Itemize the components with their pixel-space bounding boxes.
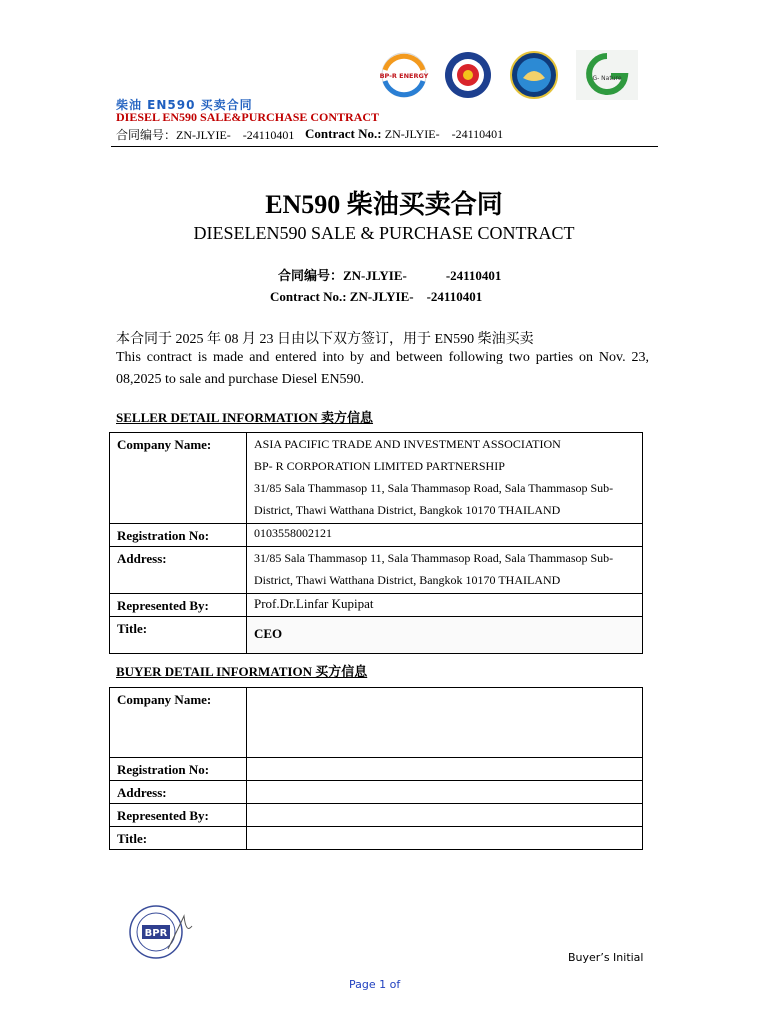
table-row — [110, 804, 643, 827]
table-row — [110, 758, 643, 781]
seller-company-line1: ASIA PACIFIC TRADE AND INVESTMENT ASSOCIATION — [254, 437, 561, 451]
buyer-registration-value[interactable] — [247, 758, 643, 781]
bpr-energy-logo — [379, 50, 429, 100]
buyer-address-value[interactable] — [247, 781, 643, 804]
buyer-title-label: Title: — [110, 827, 247, 850]
seller-address-label: Address: — [110, 547, 247, 594]
document-title-en: DIESELEN590 SALE & PURCHASE CONTRACT — [193, 223, 575, 243]
g-nature-logo — [576, 50, 638, 100]
company-seal — [126, 904, 196, 960]
buyer-table — [109, 687, 643, 850]
seller-table — [109, 432, 643, 654]
seller-title-label: Title: — [110, 617, 247, 654]
asean-logo — [509, 50, 559, 100]
buyer-initial-label: Buyer’s Initial — [568, 951, 644, 964]
seller-registration-value: 0103558002121 — [247, 524, 643, 547]
svg-text:G- Nature: G- Nature — [592, 75, 622, 82]
table-row — [110, 524, 643, 547]
svg-text:BP-R ENERGY: BP-R ENERGY — [379, 72, 429, 80]
intro-cn: 本合同于 2025 年 08 月 23 日由以下双方签订，用于 EN590 柴油买卖 — [116, 332, 534, 347]
seller-heading: SELLER DETAIL INFORMATION 卖方信息 — [116, 410, 374, 425]
table-row — [110, 827, 643, 850]
seller-company-value — [247, 433, 643, 524]
buyer-title-value[interactable] — [247, 827, 643, 850]
svg-text:BPR: BPR — [144, 928, 168, 939]
header-contract-no-label: Contract No.: — [305, 126, 382, 141]
seller-represented-value: Prof.Dr.Linfar Kupipat — [247, 594, 643, 617]
table-row — [110, 594, 643, 617]
document-title-cn: EN590 柴油买卖合同 — [265, 190, 503, 219]
table-row — [110, 688, 643, 758]
seller-company-line3: 31/85 Sala Thammasop 11, Sala Thammasop Road, Sala Thammasop Sub-District, Thawi Watthana District, Bangkok 10170 THAILAND — [254, 481, 614, 517]
seller-represented-label: Represented By: — [110, 594, 247, 617]
contract-no-en: Contract No.: ZN-JLYIE- -24110401 — [270, 289, 483, 304]
buyer-represented-value[interactable] — [247, 804, 643, 827]
seller-address-value: 31/85 Sala Thammasop 11, Sala Thammasop Road, Sala Thammasop Sub-District, Thawi Watthana District, Bangkok 10170 THAILAND — [247, 547, 643, 594]
seller-company-line2: BP- R CORPORATION LIMITED PARTNERSHIP — [254, 459, 505, 473]
header-contract-no-cn: 合同编号：ZN-JLYIE- -24110401 — [116, 128, 295, 142]
intro-en: This contract is made and entered into by and between following two parties on Nov. 23, 08,2025 to sale and purchase Diesel EN590. — [116, 350, 649, 387]
table-row — [110, 547, 643, 594]
header-title-en: DIESEL EN590 SALE&PURCHASE CONTRACT — [116, 110, 380, 124]
header-contract-no-value: ZN-JLYIE- -24110401 — [384, 127, 504, 141]
header-contract-no-en — [305, 125, 503, 142]
table-row — [110, 781, 643, 804]
contract-no-cn: 合同编号：ZN-JLYIE- -24110401 — [278, 268, 502, 283]
page-number: Page 1 of — [349, 978, 401, 991]
seller-title-value: CEO — [247, 617, 643, 654]
buyer-registration-label: Registration No: — [110, 758, 247, 781]
buyer-address-label: Address: — [110, 781, 247, 804]
table-row — [110, 433, 643, 524]
header-title-cn: 柴油 EN590 买卖合同 — [116, 98, 253, 112]
buyer-company-value[interactable] — [247, 688, 643, 758]
seller-company-label: Company Name: — [110, 433, 247, 524]
aceapc-logo — [443, 50, 493, 100]
buyer-company-label: Company Name: — [110, 688, 247, 758]
seller-registration-label: Registration No: — [110, 524, 247, 547]
buyer-heading: BUYER DETAIL INFORMATION 买方信息 — [116, 664, 368, 679]
header-divider — [111, 146, 658, 147]
buyer-represented-label: Represented By: — [110, 804, 247, 827]
table-row — [110, 617, 643, 654]
